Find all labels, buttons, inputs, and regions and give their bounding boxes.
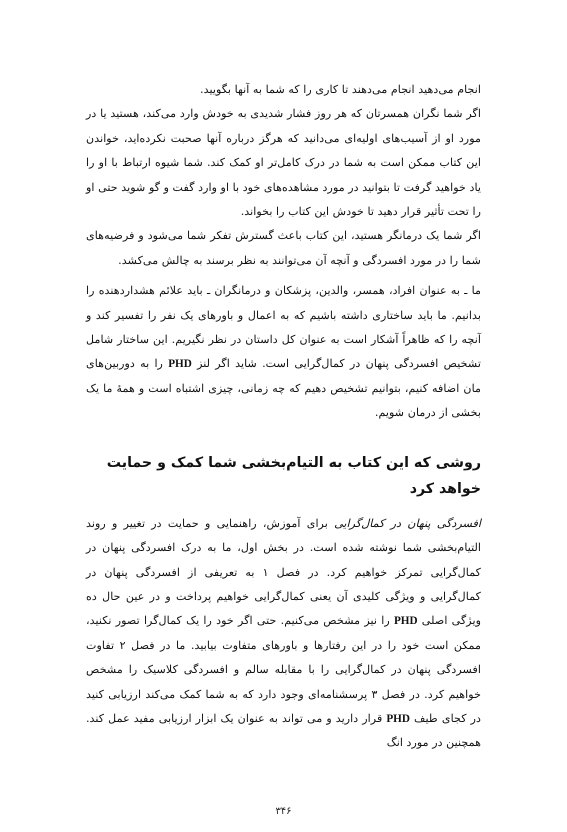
page-number: ۳۴۶ [275,806,292,817]
paragraph-warning-signs-part-2: را به دوربین‌های مان اضافه کنیم، بتوانیم تشخیص دهیم که چه زمانی، چیزی اشتباه است و همهٔ ما یک بخشی از درمان شویم. [86,357,481,420]
overview-part-2: را نیز مشخص می‌کنیم. حتی اگر خود را یک کمال‌گرا تصور نکنید، ممکن است خود را در این رفتارها و باورهای متفاوت بیابید. ما در فصل ۲ تفاوت افسردگی پنهان در کمال‌گرایی را با مقابله سالم و افسردگی کلاسیک را مشخص خواهیم کرد. در فصل ۳ پرسشنامه‌ای وجود دارد که به شما کمک می‌کند ارزیابی کنید در کجای طیف [86,614,481,725]
paragraph-warning-signs [86,279,481,425]
document-page [86,78,481,756]
phd-term: PHD [386,712,410,725]
paragraph-warning-signs-part-1: ما ـ به عنوان افراد، همسر، والدین، پزشکان و درمانگران ـ باید علائم هشداردهنده را بدانیم. ما باید ساختاری داشته باشیم که به اعمال و باورهای یک نفر را تفسیر کند و آنچه را که ظاهراً آشکار است به عنوان کل داستان در نظر نگیریم. این ساختار شامل تشخیص افسردگی پنهان در کمال‌گرایی است. شاید اگر لنز [86,284,481,371]
section-heading: روشی که این کتاب به التیام‌بخشی شما کمک و حمایت خواهد کرد [106,454,481,497]
book-title-italic: افسردگی پنهان در کمال‌گرایی [334,516,481,530]
paragraph-intro-tail: انجام می‌دهید انجام می‌دهند تا کاری را که شما به آنها بگویید. [200,83,481,96]
overview-part-3: قرار دارید و می‌ تواند به عنوان یک ابزار ارزیابی مفید عمل کند. همچنین در مورد انگ [86,711,481,750]
phd-term: PHD [168,358,192,371]
overview-part-1: برای آموزش، راهنمایی و حمایت در تغییر و روند التیام‌بخشی شما نوشته شده است. در بخش اول، ما به درک افسردگی پنهان در کمال‌گرایی تمرکز خواهیم کرد. در فصل ۱ به تعریفی از افسردگی پنهان در کمال‌گرایی و ویژگی کلیدی آن یعنی کمال‌گرایی خواهیم پرداخت و در عین حال ده ویژگی اصلی [86,516,481,628]
paragraph-book-overview [86,512,481,756]
paragraph-therapist: اگر شما یک درمانگر هستید، این کتاب باعث گسترش تفکر شما می‌شود و فرضیه‌های شما را در مورد افسردگی و آنچه آن می‌توانند به نظر برسند به چالش می‌کشد. [86,229,481,267]
phd-term: PHD [393,615,418,628]
paragraph-spouse: اگر شما نگران همسرتان که هر روز فشار شدیدی به خودش وارد می‌کند، هستید یا در مورد او از آسیب‌های اولیه‌ای می‌دانید که هرگز درباره آنها صحبت نکرده‌اید، خواندن این کتاب ممکن است به شما در درک کامل‌تر او کمک کند. شما شیوه ارتباط با او را یاد خواهید گرفت تا بتوانید در مورد مشاهده‌های خود با او وارد گفت و گو شوید حتی او را تحت تأثیر قرار دهید تا خودش این کتاب را بخواند. [86,107,481,219]
